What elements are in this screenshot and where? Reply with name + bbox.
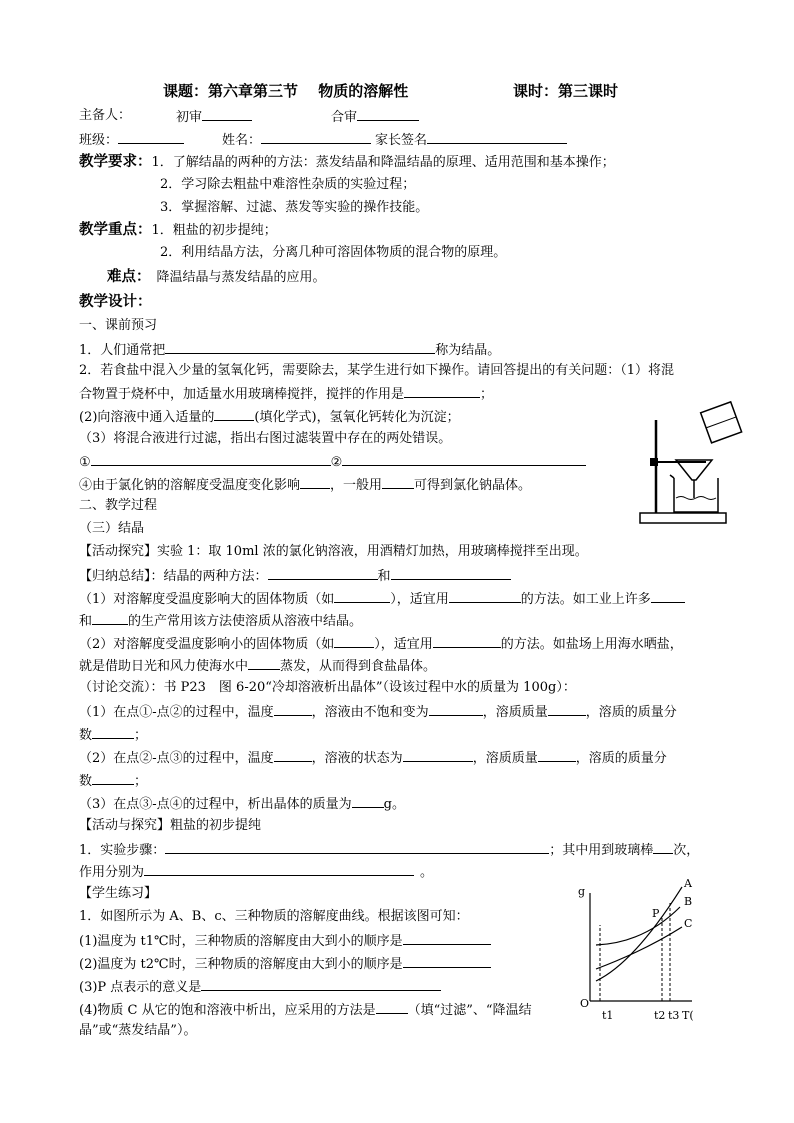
activity-1: 【活动探究】实验 1：取 10ml 浓的氯化钠溶液，用酒精灯加热，用玻璃棒搅拌至出现。 bbox=[79, 544, 588, 559]
difficulty-line bbox=[107, 268, 326, 287]
p1-line-2 bbox=[79, 611, 362, 631]
d3-line bbox=[79, 794, 405, 814]
origin-label: O bbox=[580, 997, 590, 1010]
d2-text-4: ，溶质的质量分 bbox=[575, 751, 667, 766]
preview-q1-text: 1．人们通常把 bbox=[79, 343, 166, 358]
answer-blank[interactable] bbox=[92, 725, 134, 739]
p1-text-5: 的生产常用该方法使溶质从溶液中结晶。 bbox=[128, 614, 363, 629]
practice-s4-text: (4)物质 C 从它的饱和溶液中析出，应采用的方法是 bbox=[79, 1003, 376, 1018]
practice-s4-text-2: （填“过滤”、“降温结 bbox=[407, 1003, 532, 1018]
curve-a-label: A bbox=[684, 877, 692, 890]
process-heading: 二、教学过程 bbox=[79, 498, 158, 513]
steps-line bbox=[79, 840, 699, 860]
d1-text: （1）在点①-点②的过程中，温度 bbox=[79, 705, 274, 720]
difficulty-text: 降温结晶与蒸发结晶的应用。 bbox=[156, 270, 326, 285]
x-axis-label: T( bbox=[682, 1009, 694, 1021]
key-points-heading: 教学重点： bbox=[79, 221, 152, 238]
p1-text-4: 和 bbox=[79, 614, 93, 629]
tick-t2: t2 bbox=[654, 1009, 666, 1021]
curve-c-label: C bbox=[684, 917, 693, 930]
p2-line bbox=[79, 634, 683, 654]
preview-q2-4-text: ④由于氯化钠的溶解度受温度变化影响 bbox=[79, 478, 301, 493]
practice-s3-text: (3)P 点表示的意义是 bbox=[79, 980, 202, 995]
d2-text: （2）在点②-点③的过程中，温度 bbox=[79, 751, 274, 766]
answer-blank[interactable] bbox=[382, 475, 414, 489]
practice-s4 bbox=[79, 1000, 532, 1020]
practice-s1 bbox=[79, 931, 491, 951]
joint-review-row bbox=[331, 107, 419, 127]
answer-blank[interactable] bbox=[248, 656, 280, 670]
answer-blank[interactable] bbox=[403, 748, 473, 762]
usage-text: 作用分别为 bbox=[79, 865, 145, 880]
error-2-label: ② bbox=[330, 455, 343, 470]
curve-b-label: B bbox=[684, 895, 693, 908]
activity-2: 【活动与探究】粗盐的初步提纯 bbox=[79, 818, 262, 833]
practice-s4-cont: 晶”或“蒸发结晶”）。 bbox=[79, 1023, 197, 1038]
d1-text-5: 数 bbox=[79, 728, 93, 743]
preview-q2-4-text-3: 可得到氯化钠晶体。 bbox=[414, 478, 532, 493]
practice-q1: 1．如图所示为 A、B、c、三种物质的溶解度曲线。根据该图可知： bbox=[79, 909, 469, 924]
d2-text-2: ，溶液的状态为 bbox=[311, 751, 403, 766]
answer-blank[interactable] bbox=[201, 977, 441, 991]
p2-text: （2）对溶解度受温度影响小的固体物质（如 bbox=[79, 637, 335, 652]
difficulty-heading: 难点： bbox=[107, 268, 151, 285]
p1-text-2: ），适宜用 bbox=[390, 592, 449, 607]
answer-blank[interactable] bbox=[404, 384, 480, 398]
preview-q2-4-text-2: ，一般用 bbox=[330, 478, 383, 493]
answer-blank[interactable] bbox=[403, 954, 491, 968]
error-1-label: ① bbox=[79, 455, 91, 470]
preview-q2-text-2: 合物置于烧杯中，加适量水用玻璃棒搅拌，搅拌的作用是 bbox=[79, 387, 405, 402]
answer-blank[interactable] bbox=[92, 771, 134, 785]
d2-line bbox=[79, 748, 667, 768]
name-row bbox=[222, 130, 371, 150]
practice-s2 bbox=[79, 954, 491, 974]
practice-s3 bbox=[79, 977, 441, 997]
practice-s2-text: (2)温度为 t2℃时，三种物质的溶解度由大到小的顺序是 bbox=[79, 957, 403, 972]
answer-blank[interactable] bbox=[300, 475, 330, 489]
joint-review-label: 合审 bbox=[331, 110, 358, 125]
p2-text-3: 的方法。如盐场上用海水晒盐， bbox=[500, 637, 683, 652]
preview-errors-row bbox=[79, 452, 586, 472]
name-label: 姓名： bbox=[222, 133, 262, 148]
practice-s1-text: (1)温度为 t1℃时，三种物质的溶解度由大到小的顺序是 bbox=[79, 934, 403, 949]
point-p-label: P bbox=[652, 907, 660, 920]
d1-text-2: ，溶液由不饱和变为 bbox=[311, 705, 429, 720]
usage-text-end: 。 bbox=[420, 865, 434, 880]
preview-q2-line2 bbox=[79, 384, 493, 404]
curve-c bbox=[596, 927, 682, 969]
key-points-line-1 bbox=[79, 221, 277, 240]
answer-blank[interactable] bbox=[214, 407, 254, 421]
d2-text-6: ； bbox=[134, 774, 148, 789]
preparer-row bbox=[79, 107, 131, 125]
p1-text: （1）对溶解度受温度影响大的固体物质（如 bbox=[79, 592, 335, 607]
answer-blank[interactable] bbox=[651, 589, 685, 603]
answer-blank[interactable] bbox=[433, 634, 501, 648]
answer-blank[interactable] bbox=[548, 702, 586, 716]
filtration-apparatus-figure bbox=[636, 400, 746, 530]
p2-text-5: 蒸发，从而得到食盐晶体。 bbox=[280, 659, 437, 674]
class-field[interactable] bbox=[118, 130, 184, 144]
requirement-item: 2．学习除去粗盐中难溶性杂质的实验过程； bbox=[160, 177, 416, 192]
preview-heading: 一、课前预习 bbox=[79, 318, 158, 333]
requirements-line-1 bbox=[79, 153, 615, 172]
d2-line-2 bbox=[79, 771, 147, 791]
answer-blank[interactable] bbox=[165, 840, 549, 854]
answer-blank[interactable] bbox=[91, 452, 331, 466]
preparer-label: 主备人： bbox=[79, 108, 132, 123]
joint-review-field[interactable] bbox=[357, 107, 419, 121]
preview-q2-4 bbox=[79, 475, 531, 495]
design-heading: 教学设计： bbox=[79, 293, 152, 310]
answer-blank[interactable] bbox=[268, 566, 378, 580]
usage-line bbox=[79, 862, 433, 882]
summary-line bbox=[79, 566, 511, 586]
y-axis-label: g bbox=[578, 885, 586, 898]
parent-signature-field[interactable] bbox=[427, 130, 567, 144]
steps-text-2: ；其中用到玻璃棒 bbox=[549, 843, 654, 858]
answer-blank[interactable] bbox=[376, 1000, 408, 1014]
answer-blank[interactable] bbox=[274, 748, 312, 762]
tick-t1: t1 bbox=[602, 1009, 614, 1021]
preview-q2-text: 2．若食盐中混入少量的氢氧化钙，需要除去，某学生进行如下操作。请回答提出的有关问题：（1）将混 bbox=[79, 363, 675, 378]
d2-text-3: ，溶质质量 bbox=[472, 751, 538, 766]
discussion-line: （讨论交流）：书 P23 图 6-20“冷却溶液析出晶体”（设该过程中水的质量为 100g）： bbox=[79, 680, 576, 695]
d1-line-2 bbox=[79, 725, 147, 745]
parent-label: 家长签名 bbox=[375, 133, 428, 148]
preview-q2-2 bbox=[79, 407, 460, 427]
answer-blank[interactable] bbox=[429, 702, 483, 716]
d1-text-4: ，溶质的质量分 bbox=[585, 705, 677, 720]
d1-text-3: ，溶质质量 bbox=[482, 705, 548, 720]
p1-text-3: 的方法。如工业上许多 bbox=[520, 592, 651, 607]
answer-blank[interactable] bbox=[334, 634, 374, 648]
parent-row bbox=[375, 130, 567, 150]
answer-blank[interactable] bbox=[342, 452, 586, 466]
requirements-heading: 教学要求： bbox=[79, 153, 152, 170]
key-point-item: 1．粗盐的初步提纯； bbox=[151, 223, 277, 238]
p2-text-4: 就是借助日光和风力使海水中 bbox=[79, 659, 249, 674]
d3-text: （3）在点③-点④的过程中，析出晶体的质量为 bbox=[79, 797, 352, 812]
answer-blank[interactable] bbox=[403, 931, 491, 945]
preview-q2-2-text: (2)向溶液中通入适量的 bbox=[79, 410, 215, 425]
answer-blank[interactable] bbox=[144, 862, 414, 876]
answer-blank[interactable] bbox=[449, 589, 521, 603]
preview-q1-text-end: 称为结晶。 bbox=[435, 343, 501, 358]
class-label: 班级： bbox=[79, 133, 119, 148]
name-field[interactable] bbox=[261, 130, 371, 144]
steps-text: 1．实验步骤： bbox=[79, 843, 166, 858]
p2-line-2 bbox=[79, 656, 436, 676]
first-review-label: 初审 bbox=[176, 110, 203, 125]
d3-text-2: g。 bbox=[383, 797, 405, 812]
process-subheading: （三）结晶 bbox=[79, 521, 145, 536]
lesson-period: 课时：第三课时 bbox=[513, 82, 619, 100]
curve-b bbox=[596, 907, 680, 945]
answer-blank[interactable] bbox=[274, 702, 312, 716]
answer-blank[interactable] bbox=[653, 840, 673, 854]
tick-t3: t3 bbox=[668, 1009, 680, 1021]
answer-blank[interactable] bbox=[92, 611, 128, 625]
d1-text-6: ； bbox=[134, 728, 148, 743]
lesson-title: 课题：第六章第三节 物质的溶解性 bbox=[163, 82, 409, 100]
first-review-row bbox=[176, 107, 252, 127]
answer-blank[interactable] bbox=[538, 748, 576, 762]
summary-and: 和 bbox=[377, 569, 391, 584]
p2-text-2: ），适宜用 bbox=[374, 637, 433, 652]
first-review-field[interactable] bbox=[202, 107, 252, 121]
answer-blank[interactable] bbox=[391, 566, 511, 580]
answer-blank[interactable] bbox=[165, 340, 435, 354]
practice-heading: 【学生练习】 bbox=[79, 886, 158, 901]
summary-text: 【归纳总结】：结晶的两种方法： bbox=[79, 569, 268, 584]
curve-a bbox=[596, 887, 682, 981]
class-row bbox=[79, 130, 184, 150]
requirement-item: 1．了解结晶的两种的方法：蒸发结晶和降温结晶的原理、适用范围和基本操作； bbox=[151, 155, 615, 170]
answer-blank[interactable] bbox=[334, 589, 390, 603]
answer-blank[interactable] bbox=[352, 794, 384, 808]
d1-line bbox=[79, 702, 677, 722]
preview-q2-text-2-end: ； bbox=[480, 387, 494, 402]
key-point-item: 2．利用结晶方法，分离几种可溶固体物质的混合物的原理。 bbox=[160, 245, 507, 260]
d2-text-5: 数 bbox=[79, 774, 93, 789]
preview-q1 bbox=[79, 340, 500, 360]
preview-q2-3: （3）将混合液进行过滤，指出右图过滤装置中存在的两处错误。 bbox=[79, 431, 452, 446]
solubility-curve-figure bbox=[574, 873, 700, 1021]
p1-line bbox=[79, 589, 685, 609]
requirement-item: 3．掌握溶解、过滤、蒸发等实验的操作技能。 bbox=[160, 200, 429, 215]
steps-text-3: 次， bbox=[673, 843, 700, 858]
preview-q2-2-text-end: (填化学式)，氢氧化钙转化为沉淀； bbox=[254, 410, 460, 425]
